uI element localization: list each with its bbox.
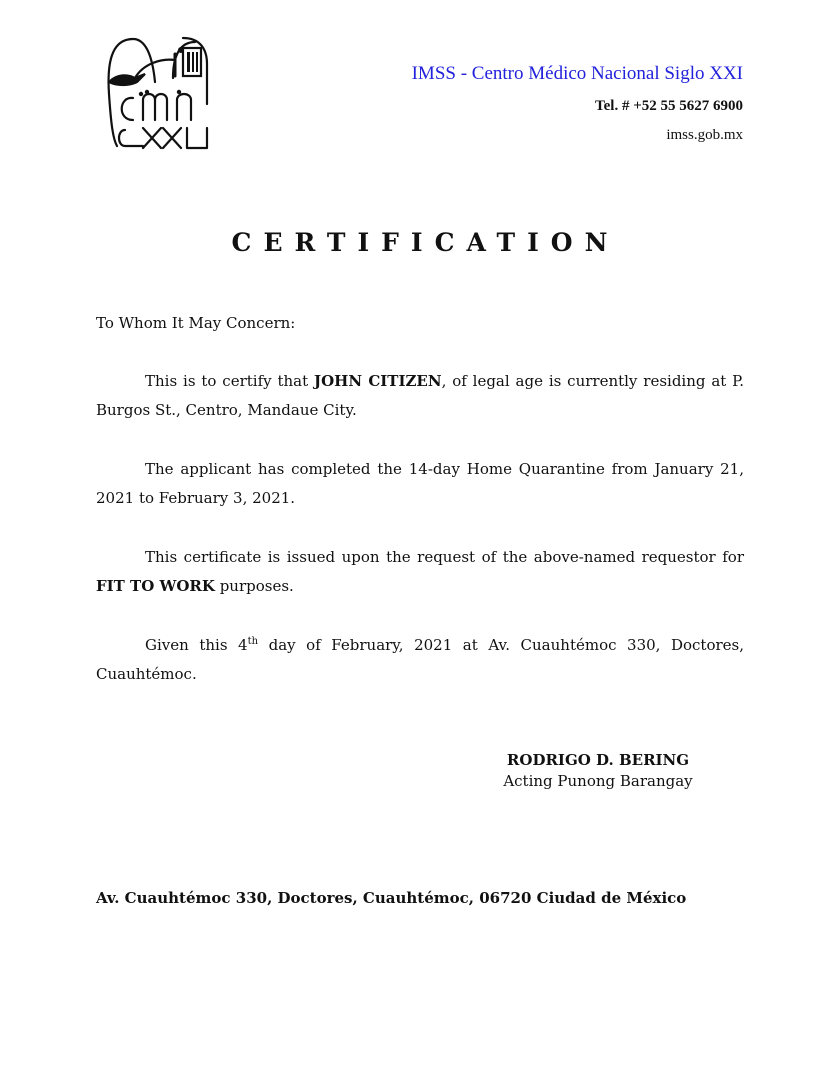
salutation: To Whom It May Concern: [96, 314, 296, 332]
purpose: FIT TO WORK [96, 577, 215, 595]
cmn-siglo-xxi-logo-icon [103, 34, 213, 152]
telephone: Tel. # +52 55 5627 6900 [594, 98, 743, 114]
p3-text-after: purposes. [214, 577, 294, 595]
organization-name: IMSS - Centro Médico Nacional Siglo XXI [411, 63, 743, 84]
signatory-name: RODRIGO D. BERING [506, 751, 690, 769]
header-contact [412, 60, 743, 146]
website: imss.gob.mx [666, 127, 743, 143]
p4-text-after: day of February, 2021 at Av. Cuauhtémoc 330, Doctores, Cuauhtémoc. [96, 636, 745, 683]
paragraph-given [96, 631, 744, 689]
paragraph-residency [96, 367, 744, 425]
p1-text-before: This is to certify that [145, 372, 314, 390]
signatory-position: Acting Punong Barangay [503, 772, 693, 790]
paragraph-quarantine [96, 455, 744, 513]
p2-text: The applicant has completed the 14-day Home Quarantine from January 21, 2021 to February 3, 2021. [96, 460, 744, 507]
signature-block [493, 750, 703, 792]
p1-text-after: , of legal age is currently residing at P. Burgos St., Centro, Mandaue City. [96, 372, 744, 419]
p3-text-before: This certificate is issued upon the request of the above-named requestor for [145, 548, 744, 566]
document-title: CERTIFICATION [231, 228, 620, 257]
footer-address: Av. Cuauhtémoc 330, Doctores, Cuauhtémoc, 06720 Ciudad de México [96, 889, 687, 907]
p4-text-before: Given this 4 [145, 636, 248, 654]
p4-superscript: th [247, 636, 259, 647]
person-name: JOHN CITIZEN [313, 372, 442, 390]
paragraph-purpose [96, 543, 744, 601]
